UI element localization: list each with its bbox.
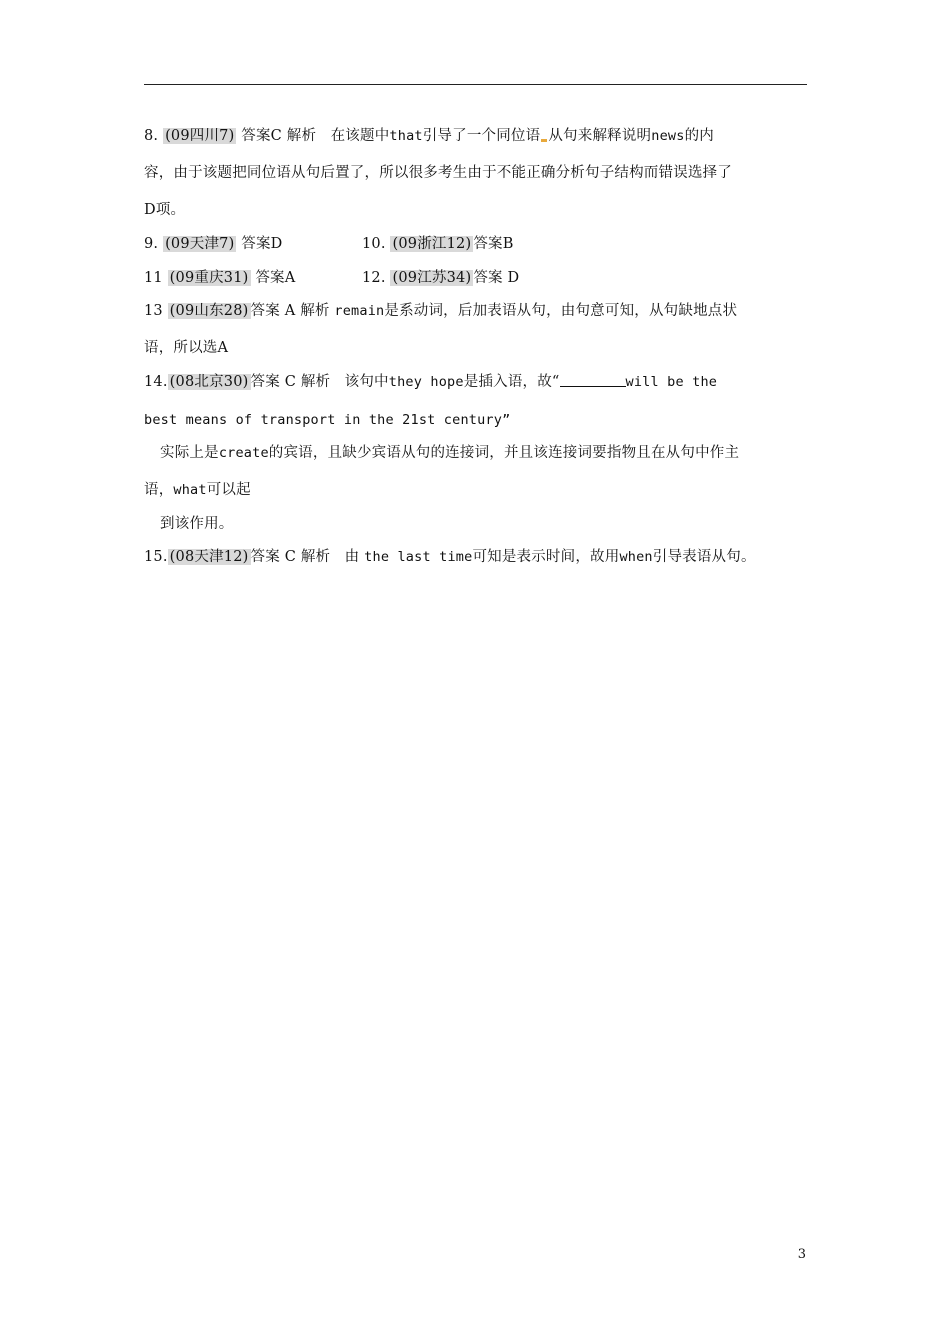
q14-what: what <box>173 482 207 498</box>
q12-answer: 答案 D <box>473 270 520 286</box>
q15-the-last-time: the last time <box>364 549 473 565</box>
q14-number: 14. <box>144 374 168 390</box>
q13-answer: 答案 A 解析 <box>250 303 330 319</box>
q14-exp-part5: 语， <box>144 482 174 498</box>
q13-remain: remain <box>334 303 385 319</box>
q8-exp-part2: 引导了一个同位语 <box>422 128 541 144</box>
q10-source: (09浙江12) <box>392 236 472 252</box>
q14-line5: 到该作用。 <box>160 516 234 532</box>
q15-exp-part2: 可知是表示时间，故用 <box>472 549 620 565</box>
q9-number: 9. <box>144 236 159 252</box>
q10-entry <box>362 234 514 254</box>
q8-line3: D项。 <box>144 202 186 218</box>
q14-will-be-the: will be the <box>625 374 718 390</box>
q9-answer: 答案D <box>241 236 283 252</box>
q13-exp-part1: 是系动词，后加表语从句，由句意可知，从句缺地点状 <box>384 303 738 319</box>
q14-line3 <box>160 443 739 463</box>
q13-source: (09山东28) <box>169 303 249 319</box>
q15-source: (08天津12) <box>169 549 249 565</box>
q15-when: when <box>619 549 653 565</box>
q11-answer: 答案A <box>255 270 296 286</box>
q15-answer: 答案 C 解析 <box>250 549 331 565</box>
q12-entry <box>362 268 519 288</box>
q8-line2: 容，由于该题把同位语从句后置了，所以很多考生由于不能正确分析句子结构而错误选择了 <box>144 165 732 181</box>
q14-exp-part4: 的宾语，且缺少宾语从句的连接词，并且该连接词要指物且在从句中作主 <box>268 445 740 461</box>
q8-source: (09四川7) <box>165 128 235 144</box>
q8-exp-part1: 在该题中 <box>330 128 390 144</box>
q14-line4 <box>144 480 251 500</box>
comment-marker <box>541 139 547 142</box>
q14-source: (08北京30) <box>169 374 249 390</box>
header-rule <box>144 84 807 85</box>
q11-q12-line <box>144 268 807 288</box>
q14-exp-part2: 是插入语，故“ <box>463 374 560 390</box>
q12-source: (09江苏34) <box>392 270 472 286</box>
q14-exp-part3: 实际上是 <box>160 445 219 461</box>
q8-line1 <box>144 126 714 146</box>
q8-news: news <box>651 128 685 144</box>
q15-line1 <box>144 547 756 567</box>
q9-q10-line <box>144 234 807 254</box>
q14-create: create <box>218 445 269 461</box>
q8-answer: 答案C 解析 <box>241 128 317 144</box>
q8-number: 8. <box>144 128 159 144</box>
q13-number: 13 <box>144 303 163 319</box>
q13-line2: 语，所以选A <box>144 340 229 356</box>
q12-number: 12. <box>362 270 386 286</box>
q11-source: (09重庆31) <box>169 270 249 286</box>
q14-line1 <box>144 372 717 392</box>
q14-exp-part6: 可以起 <box>206 482 251 498</box>
q13-line1 <box>144 301 737 321</box>
q15-exp-part1: 由 <box>344 549 360 565</box>
q8-that: that <box>389 128 423 144</box>
q11-number: 11 <box>144 270 163 286</box>
q9-source: (09天津7) <box>165 236 235 252</box>
answer-blank <box>560 373 626 387</box>
page-number: 3 <box>797 1247 806 1262</box>
q8-exp-part4: 的内 <box>684 128 714 144</box>
q8-exp-part3: 从句来解释说明 <box>548 128 652 144</box>
q14-they-hope: they hope <box>388 374 464 390</box>
q15-exp-part3: 引导表语从句。 <box>652 549 756 565</box>
q10-number: 10. <box>362 236 386 252</box>
q14-answer: 答案 C 解析 <box>250 374 331 390</box>
q14-exp-part1: 该句中 <box>344 374 389 390</box>
q15-number: 15. <box>144 549 168 565</box>
q14-line2: best means of transport in the 21st century” <box>144 412 511 428</box>
q10-answer: 答案B <box>473 236 514 252</box>
